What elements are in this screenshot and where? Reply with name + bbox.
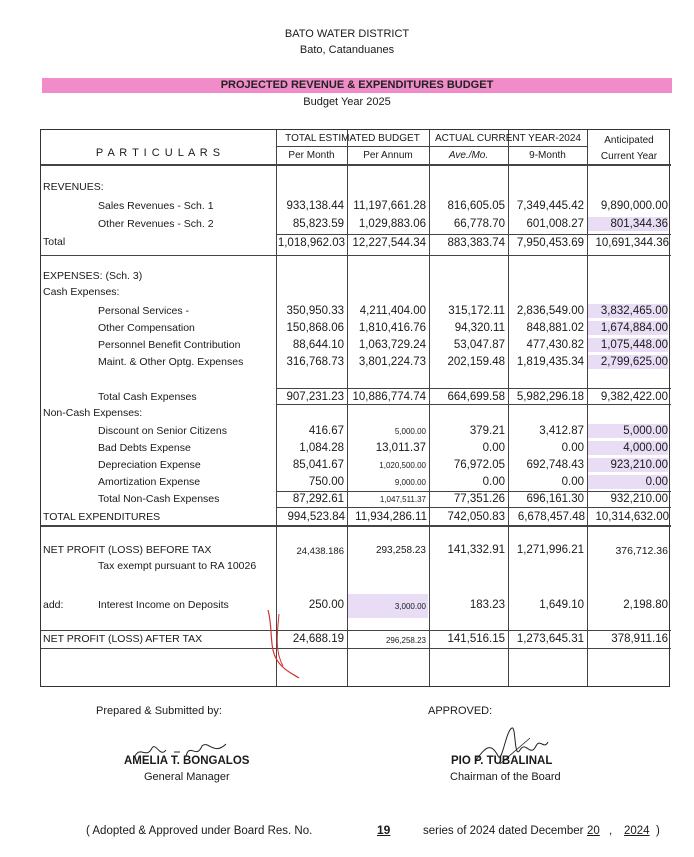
row-label: Discount on Senior Citizens <box>98 425 227 437</box>
bad-debts-per-month: 1,084.28 <box>299 442 344 454</box>
other-rev-per-month: 85,823.59 <box>292 218 344 230</box>
row-label-np-after: NET PROFIT (LOSS) AFTER TAX <box>43 633 203 645</box>
personal-ave-mo: 315,172.11 <box>448 305 505 317</box>
total-ave-mo: 883,383.74 <box>447 237 505 249</box>
np-after-per-annum: 296,258.23 <box>385 636 426 645</box>
amortization-ave-mo: 0.00 <box>482 476 505 488</box>
personal-9-month: 2,836,549.00 <box>516 305 584 317</box>
document-title: PROJECTED REVENUE & EXPENDITURES BUDGET <box>42 78 672 93</box>
total-anticipated: 10,691,344.36 <box>595 237 669 249</box>
approved-name: PIO P. TUBALINAL <box>451 755 553 767</box>
footer-middle: series of 2024 dated December <box>423 825 584 837</box>
total-cash-anticipated: 9,382,422.00 <box>600 391 668 403</box>
approved-title: Chairman of the Board <box>450 771 561 783</box>
depreciation-ave-mo: 76,972.05 <box>453 459 505 471</box>
row-label: Other Compensation <box>98 322 195 334</box>
bad-debts-per-annum: 13,011.37 <box>375 442 426 454</box>
total-noncash-per-month: 87,292.61 <box>292 493 344 505</box>
maint-per-month: 316,768.73 <box>286 356 344 368</box>
amortization-9-month: 0.00 <box>561 476 584 488</box>
discount-per-annum: 5,000.00 <box>394 427 426 436</box>
discount-ave-mo: 379.21 <box>469 425 505 437</box>
np-after-ave-mo: 141,516.15 <box>447 633 505 645</box>
total-exp-per-annum: 11,934,286.11 <box>355 511 427 523</box>
pbc-per-annum: 1,063,729.24 <box>358 339 426 351</box>
discount-anticipated: 5,000.00 <box>588 424 668 438</box>
sales-anticipated: 9,890,000.00 <box>600 200 668 212</box>
header-9-month: 9-Month <box>529 150 566 161</box>
other-rev-9-month: 601,008.27 <box>526 218 584 230</box>
np-before-anticipated: 376,712.36 <box>615 545 668 557</box>
np-after-per-month: 24,688.19 <box>292 633 344 645</box>
header-per-annum: Per Annum <box>363 150 413 161</box>
maint-anticipated: 2,799,625.00 <box>588 355 668 369</box>
amortization-anticipated: 0.00 <box>588 475 668 489</box>
footer-day: 20 <box>587 825 600 837</box>
pbc-9-month: 477,430.82 <box>526 339 584 351</box>
total-cash-bottom-line <box>276 404 671 405</box>
depreciation-9-month: 692,748.43 <box>526 459 584 471</box>
prepared-label: Prepared & Submitted by: <box>96 705 222 717</box>
budget-year: Budget Year 2025 <box>303 96 391 108</box>
other-rev-per-annum: 1,029,883.06 <box>358 218 426 230</box>
footer-year: 2024 <box>624 825 650 837</box>
signature-area <box>0 700 694 857</box>
row-label: Interest Income on Deposits <box>98 599 229 611</box>
discount-9-month: 3,412.87 <box>539 425 584 437</box>
header-total-estimated: TOTAL ESTIMATED BUDGET <box>285 133 420 144</box>
np-after-anticipated: 378,911.16 <box>611 633 668 645</box>
np-before-per-annum: 293,258.23 <box>375 545 426 556</box>
row-label: Maint. & Other Optg. Expenses <box>98 356 244 368</box>
np-after-top-line <box>41 630 671 631</box>
discount-per-month: 416.67 <box>308 425 344 437</box>
total-exp-bottom-line-2 <box>41 526 671 527</box>
interest-anticipated: 2,198.80 <box>623 599 668 611</box>
header-divider <box>276 146 587 147</box>
np-before-per-month: 24,438.186 <box>296 546 344 557</box>
row-label: Bad Debts Expense <box>98 442 191 454</box>
other-rev-anticipated: 801,344.36 <box>588 217 668 231</box>
personal-per-month: 350,950.33 <box>286 305 344 317</box>
total-top-line <box>276 234 671 235</box>
pbc-per-month: 88,644.10 <box>292 339 344 351</box>
budget-table <box>40 129 670 687</box>
sales-9-month: 7,349,445.42 <box>516 200 584 212</box>
total-noncash-ave-mo: 77,351.26 <box>453 493 505 505</box>
total-exp-ave-mo: 742,050.83 <box>447 511 505 523</box>
np-before-9-month: 1,271,996.21 <box>516 544 584 556</box>
interest-per-month: 250.00 <box>308 599 344 611</box>
pbc-anticipated: 1,075,448.00 <box>588 338 668 352</box>
interest-per-annum: 3,000.00 <box>394 602 426 611</box>
row-label-np-before: NET PROFIT (LOSS) BEFORE TAX <box>43 544 212 556</box>
footer-close: ) <box>656 825 660 837</box>
footer-resolution-no: 19 <box>377 823 391 837</box>
amortization-per-annum: 9,000.00 <box>394 478 426 487</box>
total-per-month: 1,018,962.03 <box>277 237 345 249</box>
personal-per-annum: 4,211,404.00 <box>359 305 426 317</box>
row-label-total: Total <box>43 236 66 248</box>
header-particulars: P A R T I C U L A R S <box>95 147 222 159</box>
other-comp-9-month: 848,881.02 <box>526 322 584 334</box>
header-actual-current: ACTUAL CURRENT YEAR-2024 <box>435 133 581 144</box>
np-after-9-month: 1,273,645.31 <box>516 633 584 645</box>
maint-9-month: 1,819,435.34 <box>516 356 584 368</box>
row-label: Amortization Expense <box>98 476 201 488</box>
total-noncash-anticipated: 932,210.00 <box>610 493 668 505</box>
bad-debts-9-month: 0.00 <box>561 442 584 454</box>
bad-debts-ave-mo: 0.00 <box>482 442 505 454</box>
red-pen-mark-icon <box>263 608 303 682</box>
section-cash-expenses: Cash Expenses: <box>43 286 120 298</box>
revenue-divider <box>41 255 671 256</box>
maint-ave-mo: 202,159.48 <box>447 356 505 368</box>
add-label: add: <box>43 599 64 611</box>
section-non-cash: Non-Cash Expenses: <box>43 407 143 419</box>
row-label-total-expenditures: TOTAL EXPENDITURES <box>43 511 161 523</box>
depreciation-per-annum: 1,020,500.00 <box>379 461 426 470</box>
row-label: Personal Services - <box>98 305 190 317</box>
total-exp-anticipated: 10,314,632.00 <box>595 511 669 523</box>
sales-ave-mo: 816,605.05 <box>447 200 505 212</box>
total-9-month: 7,950,453.69 <box>516 237 584 249</box>
other-comp-per-annum: 1,810,416.76 <box>358 322 426 334</box>
footer-comma: , <box>609 825 613 837</box>
depreciation-anticipated: 923,210.00 <box>588 458 668 472</box>
total-noncash-per-annum: 1,047,511.37 <box>379 495 426 504</box>
total-exp-top-line <box>276 507 671 508</box>
row-label: Depreciation Expense <box>98 459 201 471</box>
header-anticipated: Anticipated <box>604 135 654 146</box>
other-comp-ave-mo: 94,320.11 <box>454 322 505 334</box>
header-ave-mo: Ave./Mo. <box>448 150 489 161</box>
np-before-ave-mo: 141,332.91 <box>447 544 505 556</box>
header-current-year: Current Year <box>600 151 658 162</box>
other-rev-ave-mo: 66,778.70 <box>453 218 505 230</box>
depreciation-per-month: 85,041.67 <box>292 459 344 471</box>
total-cash-per-annum: 10,886,774.74 <box>352 391 426 403</box>
row-label: Total Non-Cash Expenses <box>98 493 220 505</box>
personal-anticipated: 3,832,465.00 <box>588 304 668 318</box>
amortization-per-month: 750.00 <box>308 476 344 488</box>
np-after-bottom-line <box>41 648 671 649</box>
prepared-name: AMELIA T. BONGALOS <box>124 755 250 767</box>
footer-prefix: ( Adopted & Approved under Board Res. No. <box>86 825 313 837</box>
org-name: BATO WATER DISTRICT <box>284 28 410 40</box>
total-per-annum: 12,227,544.34 <box>352 237 426 249</box>
header-bottom-line-2 <box>41 165 671 166</box>
bad-debts-anticipated: 4,000.00 <box>588 441 668 455</box>
section-expenses: EXPENSES: (Sch. 3) <box>43 270 143 282</box>
header-per-month: Per Month <box>288 150 335 161</box>
sales-per-annum: 11,197,661.28 <box>353 200 426 212</box>
tax-exempt-note: Tax exempt pursuant to RA 10026 <box>98 560 257 572</box>
approved-label: APPROVED: <box>428 705 493 717</box>
row-label: Personnel Benefit Contribution <box>98 339 241 351</box>
total-cash-9-month: 5,982,296.18 <box>516 391 584 403</box>
section-revenues: REVENUES: <box>43 181 104 193</box>
prepared-title: General Manager <box>144 771 230 783</box>
total-cash-top-line <box>276 388 671 389</box>
total-cash-ave-mo: 664,699.58 <box>447 391 505 403</box>
total-exp-per-month: 994,523.84 <box>287 511 345 523</box>
row-label: Other Revenues - Sch. 2 <box>98 218 214 230</box>
sales-per-month: 933,138.44 <box>286 200 344 212</box>
other-comp-anticipated: 1,674,884.00 <box>588 321 668 335</box>
interest-ave-mo: 183.23 <box>469 599 505 611</box>
pbc-ave-mo: 53,047.87 <box>453 339 505 351</box>
row-label: Sales Revenues - Sch. 1 <box>98 200 214 212</box>
interest-9-month: 1,649.10 <box>539 599 584 611</box>
total-cash-per-month: 907,231.23 <box>286 391 344 403</box>
total-noncash-9-month: 696,161.30 <box>526 493 584 505</box>
other-comp-per-month: 150,868.06 <box>286 322 344 334</box>
row-label: Total Cash Expenses <box>98 391 197 403</box>
org-location: Bato, Catanduanes <box>299 44 395 56</box>
maint-per-annum: 3,801,224.73 <box>358 356 426 368</box>
total-exp-9-month: 6,678,457.48 <box>517 511 585 523</box>
